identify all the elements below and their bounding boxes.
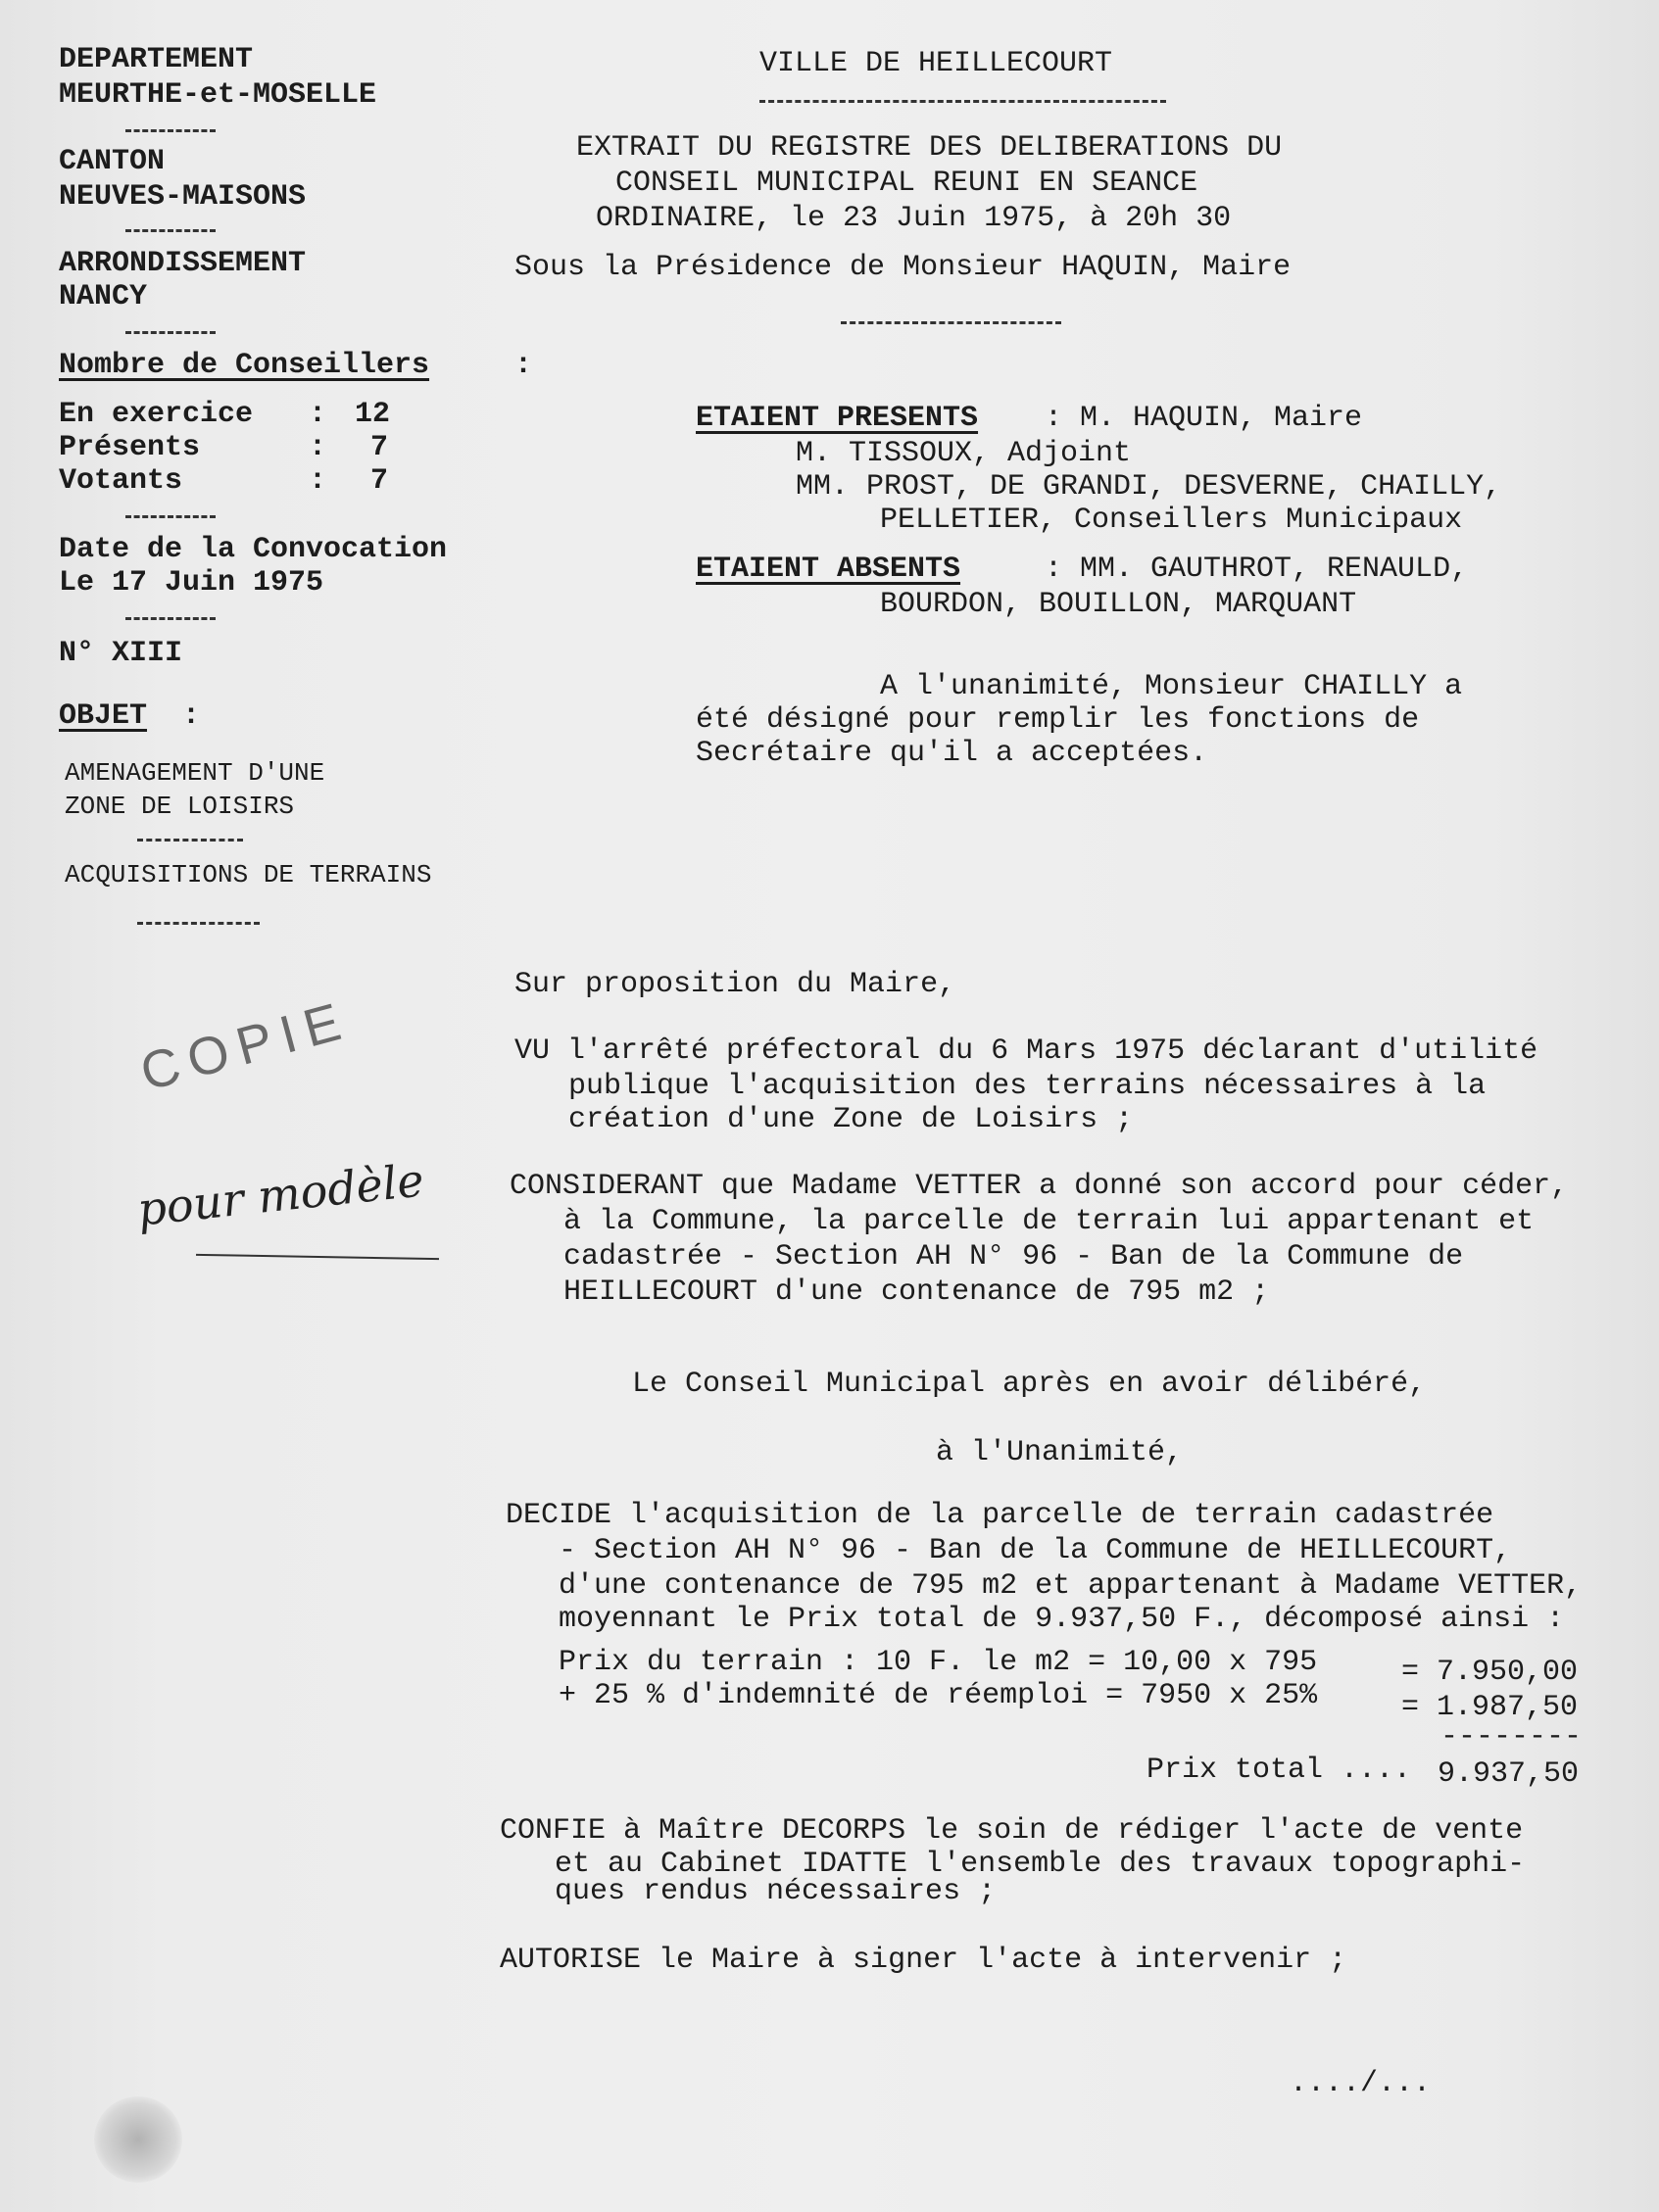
unanimite-line: à l'Unanimité, [936, 1436, 1184, 1469]
extrait-line: EXTRAIT DU REGISTRE DES DELIBERATIONS DU [576, 131, 1283, 165]
confie-line: et au Cabinet IDATTE l'ensemble des travaux topographi- [555, 1848, 1526, 1881]
objet-line: ACQUISITIONS DE TERRAINS [65, 860, 432, 890]
departement-label: DEPARTEMENT [59, 43, 254, 76]
extrait-line: ORDINAIRE, le 23 Juin 1975, à 20h 30 [596, 202, 1232, 235]
indemnite-label: + 25 % d'indemnité de réemploi = 7950 x 25% [559, 1679, 1318, 1712]
colon: : [309, 431, 327, 464]
absents-line: : MM. GAUTHROT, RENAULD, [1045, 553, 1469, 586]
numero: N° XIII [59, 637, 183, 670]
indemnite-value: = 1.987,50 [1401, 1691, 1579, 1724]
handwritten-annotation: pour modèle [134, 1153, 426, 1236]
departement-name: MEURTHE-et-MOSELLE [59, 78, 377, 112]
vu-line: création d'une Zone de Loisirs ; [568, 1103, 1134, 1136]
canton-name: NEUVES-MAISONS [59, 180, 307, 214]
separator-dashes [125, 331, 216, 334]
colon: : [309, 398, 327, 431]
objet-colon: : [182, 699, 201, 733]
presents-value: 7 [370, 431, 389, 464]
separator-dashes [125, 129, 216, 132]
confie-line: ques rendus nécessaires ; [555, 1875, 997, 1908]
total-label: Prix total .... [1147, 1754, 1412, 1787]
prix-terrain-label: Prix du terrain : 10 F. le m2 = 10,00 x 795 [559, 1646, 1318, 1679]
presidence-line: Sous la Présidence de Monsieur HAQUIN, Maire [514, 251, 1292, 284]
autorise-line: AUTORISE le Maire à signer l'acte à intervenir ; [500, 1944, 1347, 1977]
presents-line: MM. PROST, DE GRANDI, DESVERNE, CHAILLY, [796, 470, 1502, 504]
extrait-line: CONSEIL MUNICIPAL REUNI EN SEANCE [615, 167, 1198, 200]
presents-heading: ETAIENT PRESENTS [696, 402, 979, 435]
considerant-line: HEILLECOURT d'une contenance de 795 m2 ; [563, 1275, 1270, 1309]
separator-dashes [759, 100, 1166, 103]
arrondissement-label: ARRONDISSEMENT [59, 247, 307, 280]
vu-line: publique l'acquisition des terrains nécessaires à la [568, 1070, 1487, 1103]
presents-line: PELLETIER, Conseillers Municipaux [880, 504, 1463, 537]
vu-line: VU l'arrêté préfectoral du 6 Mars 1975 déclarant d'utilité [514, 1034, 1538, 1068]
copie-stamp: COPIE [134, 989, 357, 1103]
absents-line: BOURDON, BOUILLON, MARQUANT [880, 588, 1357, 621]
exercice-value: 12 [355, 398, 391, 431]
arrondissement-name: NANCY [59, 280, 148, 313]
presents-line: : M. HAQUIN, Maire [1045, 402, 1363, 435]
proposition-line: Sur proposition du Maire, [514, 968, 956, 1001]
considerant-line: cadastrée - Section AH N° 96 - Ban de la Commune de [563, 1240, 1464, 1274]
considerant-line: CONSIDERANT que Madame VETTER a donné son accord pour céder, [510, 1170, 1569, 1203]
continuation-mark: ..../... [1290, 2067, 1432, 2100]
ville-title: VILLE DE HEILLECOURT [759, 47, 1113, 80]
absents-heading: ETAIENT ABSENTS [696, 553, 961, 586]
total-separator: -------- [1440, 1720, 1583, 1754]
separator-dashes [137, 839, 243, 842]
scan-smudge [94, 2096, 182, 2183]
confie-line: CONFIE à Maître DECORPS le soin de rédiger l'acte de vente [500, 1814, 1524, 1848]
secretaire-line: A l'unanimité, Monsieur CHAILLY a [880, 670, 1463, 703]
objet-line: AMENAGEMENT D'UNE [65, 758, 325, 788]
conseil-line: Le Conseil Municipal après en avoir délibéré, [632, 1368, 1427, 1401]
separator-dashes [125, 617, 216, 620]
exercice-label: En exercice [59, 398, 254, 431]
total-value: 9.937,50 [1438, 1757, 1580, 1791]
decide-line: moyennant le Prix total de 9.937,50 F., décomposé ainsi : [559, 1603, 1565, 1636]
separator-dashes [125, 229, 216, 232]
objet-line: ZONE DE LOISIRS [65, 792, 295, 821]
presents-label: Présents [59, 431, 201, 464]
separator-dashes [125, 515, 216, 518]
secretaire-line: Secrétaire qu'il a acceptées. [696, 737, 1208, 770]
separator-dashes [137, 922, 260, 925]
convocation-label: Date de la Convocation [59, 533, 448, 566]
secretaire-line: été désigné pour remplir les fonctions de [696, 703, 1420, 737]
decide-line: - Section AH N° 96 - Ban de la Commune de HEILLECOURT, [559, 1534, 1512, 1567]
prix-terrain-value: = 7.950,00 [1401, 1656, 1579, 1689]
conseillers-heading: Nombre de Conseillers [59, 349, 430, 382]
handwritten-underline [196, 1254, 439, 1260]
decide-line: DECIDE l'acquisition de la parcelle de terrain cadastrée [506, 1499, 1494, 1532]
decide-line: d'une contenance de 795 m2 et appartenant à Madame VETTER, [559, 1569, 1583, 1603]
separator-dashes [841, 321, 1061, 324]
convocation-date: Le 17 Juin 1975 [59, 566, 324, 600]
conseillers-colon: : [514, 349, 533, 382]
canton-label: CANTON [59, 145, 166, 178]
colon: : [309, 464, 327, 498]
presents-line: M. TISSOUX, Adjoint [796, 437, 1132, 470]
objet-label: OBJET [59, 699, 148, 733]
votants-label: Votants [59, 464, 183, 498]
considerant-line: à la Commune, la parcelle de terrain lui appartenant et [563, 1205, 1535, 1238]
votants-value: 7 [370, 464, 389, 498]
